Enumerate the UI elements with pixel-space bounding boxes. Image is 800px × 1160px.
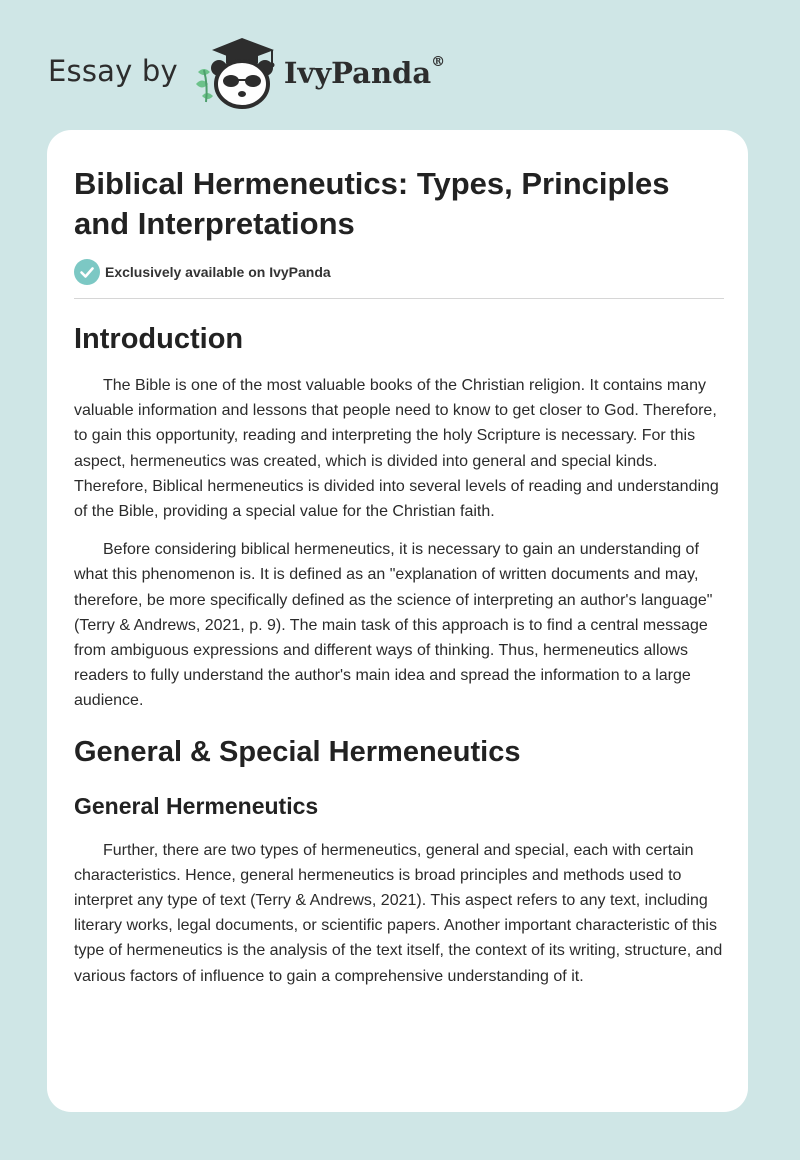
registered-mark: ®	[431, 54, 446, 70]
article-title: Biblical Hermeneutics: Types, Principles and Interpretations	[74, 166, 670, 241]
paragraph: The Bible is one of the most valuable books of the Christian religion. It contains many valuable information and lessons that people need to know to get closer to God. Therefore, to gain this opportunity, reading and interpreting the holy Scripture is necessary. For this aspect, hermeneutics was created, which is divided into general and special kinds. Therefore, Biblical hermeneutics is divided into several levels of reading and understanding of the Bible, providing a special value for the Christian faith.	[74, 377, 719, 521]
section-heading-introduction: Introduction	[74, 323, 244, 355]
site-header	[48, 34, 445, 110]
section-heading-general-special: General & Special Hermeneutics	[74, 735, 521, 768]
ivypanda-logo-icon[interactable]	[192, 34, 282, 110]
checkmark-badge-icon	[74, 259, 100, 285]
paragraph: Further, there are two types of hermeneutics, general and special, each with certain characteristics. Hence, general hermeneutics is broad principles and methods used to interpret any type of text (Terry & Andrews, 2021). This aspect refers to any text, including literary works, legal documents, or scientific papers. Another important characteristic of this type of hermeneutics is the analysis of the text itself, the context of its writing, structure, and various factors of influence to gain a comprehensive understanding of it.	[74, 841, 723, 985]
brand-name: IvyPanda®	[283, 54, 446, 90]
essay-by-label: Essay by	[48, 54, 178, 88]
article-card	[47, 130, 748, 1112]
article-content	[74, 164, 724, 989]
subsection-heading-general: General Hermeneutics	[74, 792, 319, 819]
exclusive-badge	[74, 259, 724, 285]
paragraph: Before considering biblical hermeneutics, it is necessary to gain an understanding of what this phenomenon is. It is defined as an "explanation of written documents and may, therefore, be more specifically defined as the science of interpreting an author's language" (Terry & Andrews, 2021, p. 9). The main task of this approach is to find a central message from ambiguous expressions and different ways of thinking. Thus, hermeneutics allows readers to fully understand the author's main idea and spread the information to a large audience.	[74, 541, 713, 710]
title-divider	[74, 298, 724, 299]
exclusive-badge-text: Exclusively available on IvyPanda	[105, 264, 331, 280]
